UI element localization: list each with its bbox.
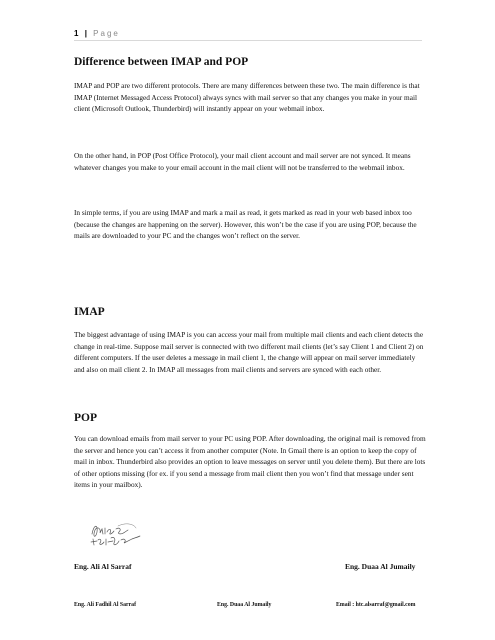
intro-paragraph-3: In simple terms, if you are using IMAP and mark a mail as read, it gets marked as read in your web based inbox too (because the changes are happening on the server). However, this won’t be the case if you are using POP, because the mails are downloaded to your PC and the changes won’t reflect on the server.: [74, 208, 417, 241]
page-label: Page: [93, 29, 120, 38]
imap-paragraph: The biggest advantage of using IMAP is you can access your mail from multiple mail clients and each client detects the change in real-time. Suppose mail server is connected with two different mail clients (let’s say Client 1 and Client 2) on different computers. If the user deletes a message in mail client 1, the change will appear on mail server immediately and also on mail client 2. In IMAP all messages from mail clients and servers are synced with each other.: [74, 330, 424, 374]
signer-name-left: Eng. Ali Al Sarraf: [74, 562, 132, 571]
handwritten-signature: [88, 520, 146, 548]
intro-paragraph-1: IMAP and POP are two different protocols. There are many differences between these two. The main difference is that IMAP (Internet Messaged Access Protocol) always syncs with mail server so that any changes you make in your mail client (Microsoft Outlook, Thunderbird) will instantly appear on your webmail inbox.: [74, 81, 420, 114]
footer-author-left: Eng. Ali Fadhil Al Sarraf: [74, 602, 137, 608]
intro-paragraph-2: On the other hand, in POP (Post Office Protocol), your mail client account and mail server are not synced. It means whatever changes you make to your email account in the mail client will not be transferred to the webmail inbox.: [74, 151, 411, 172]
page-header: [74, 29, 422, 38]
imap-heading: IMAP: [74, 306, 105, 318]
document-title: Difference between IMAP and POP: [74, 56, 249, 68]
page-separator: |: [84, 29, 88, 38]
pop-paragraph: You can download emails from mail server to your PC using POP. After downloading, the original mail is removed from the server and hence you can’t access it from another computer (Note. In Gmail there is an option to keep the copy of mail in inbox. Thunderbird also provides an option to leave messages on server until you delete them). But there are lots of other options missing (for ex. if you send a message from mail client then you won’t find that message under sent items in your mailbox).: [74, 434, 426, 490]
header-divider: [74, 40, 422, 41]
pop-heading: POP: [74, 412, 97, 424]
signer-name-right: Eng. Duaa Al Jumaily: [345, 562, 416, 571]
footer-author-center: Eng. Duaa Al Jumaily: [217, 602, 272, 608]
page-number: 1: [74, 29, 80, 38]
footer-email: Email : htc.alsarraf@gmail.com: [336, 602, 416, 608]
